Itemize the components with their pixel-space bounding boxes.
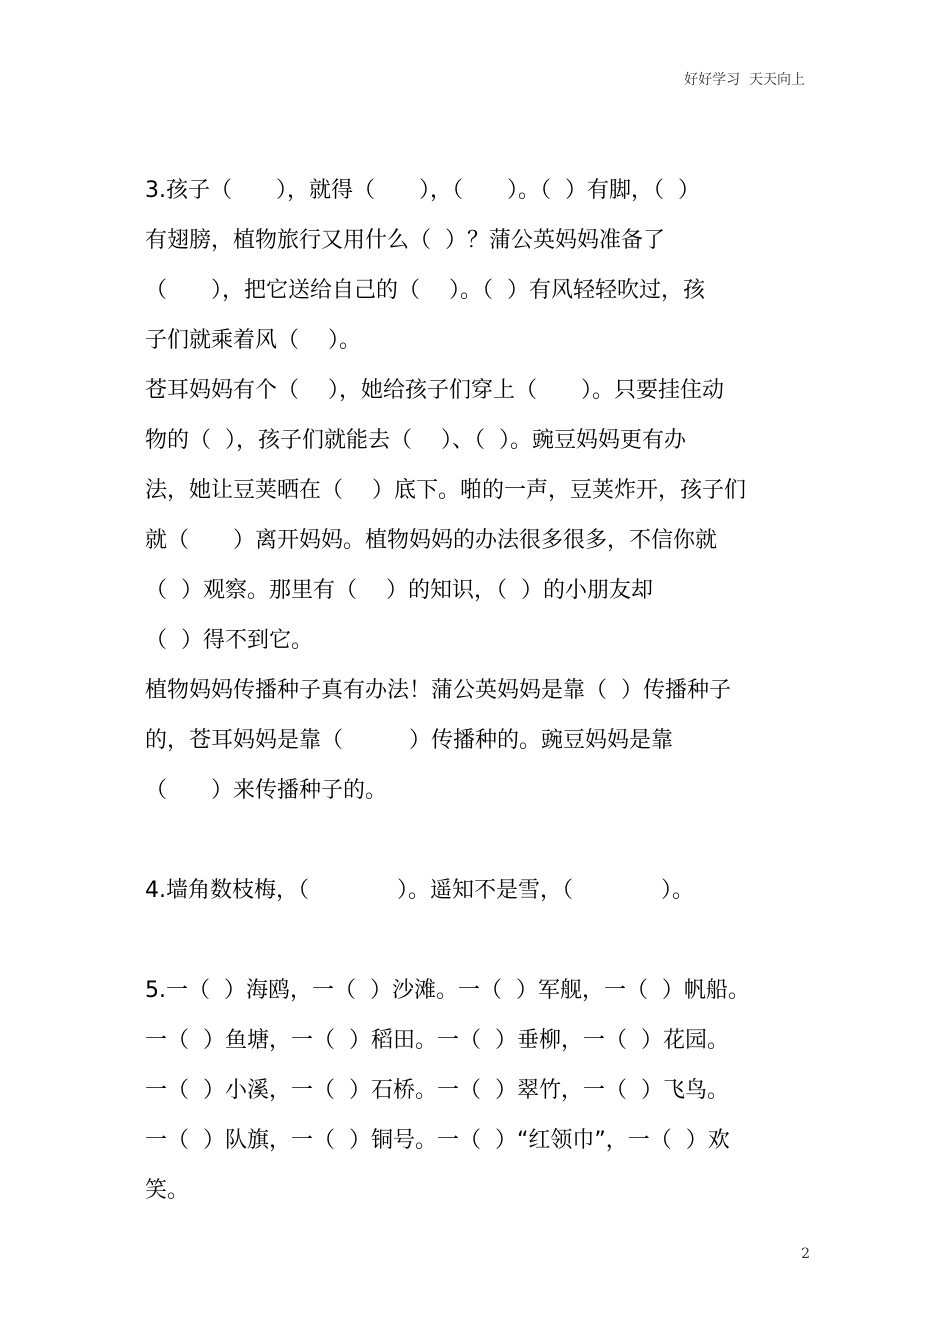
question-line: 一（ ）小溪，一（ ）石桥。一（ ）翠竹，一（ ）飞鸟。 <box>145 1078 729 1103</box>
question-line: 苍耳妈妈有个（ ），她给孩子们穿上（ ）。只要挂住动 <box>145 378 724 403</box>
question-line: 就（ ）离开妈妈。植物妈妈的办法很多很多，不信你就 <box>145 528 718 553</box>
question-line: 3.孩子（ ），就得（ ），（ ）。（ ）有脚，（ ） <box>145 178 700 203</box>
question-line: 物的（ ），孩子们就能去（ ）、（ ）。豌豆妈妈更有办 <box>145 428 686 453</box>
question-line: （ ）得不到它。 <box>145 628 313 653</box>
question-line: 法，她让豆荚晒在（ ）底下。啪的一声，豆荚炸开，孩子们 <box>145 478 746 503</box>
question-line: 一（ ）队旗，一（ ）铜号。一（ ）“红领巾”，一（ ）欢 <box>145 1128 730 1153</box>
question-4 <box>145 866 825 916</box>
page-number: 2 <box>801 1246 810 1262</box>
question-line: 植物妈妈传播种子真有办法！蒲公英妈妈是靠（ ）传播种子 <box>145 678 731 703</box>
worksheet-content <box>145 166 825 1216</box>
question-line: 的，苍耳妈妈是靠（ ）传播种的。豌豆妈妈是靠 <box>145 728 674 753</box>
question-line: 有翅膀，植物旅行又用什么（ ）？蒲公英妈妈准备了 <box>145 228 665 253</box>
question-3 <box>145 166 825 816</box>
question-5 <box>145 966 825 1216</box>
question-line: 笑。 <box>145 1178 190 1203</box>
question-line: 5.一（ ）海鸥，一（ ）沙滩。一（ ）军舰，一（ ）帆船。 <box>145 978 750 1003</box>
question-line: 子们就乘着风（ ）。 <box>145 328 361 353</box>
spacer <box>145 816 825 866</box>
question-line: （ ）观察。那里有（ ）的知识，（ ）的小朋友却 <box>145 578 653 603</box>
page-header: 好好学习 天天向上 <box>684 72 805 88</box>
spacer <box>145 916 825 966</box>
question-line: 一（ ）鱼塘，一（ ）稻田。一（ ）垂柳，一（ ）花园。 <box>145 1028 729 1053</box>
question-line: 4.墙角数枝梅，（ ）。遥知不是雪，（ ）。 <box>145 878 694 903</box>
question-line: （ ）来传播种子的。 <box>145 778 388 803</box>
question-line: （ ），把它送给自己的（ ）。（ ）有风轻轻吹过，孩 <box>145 278 705 303</box>
